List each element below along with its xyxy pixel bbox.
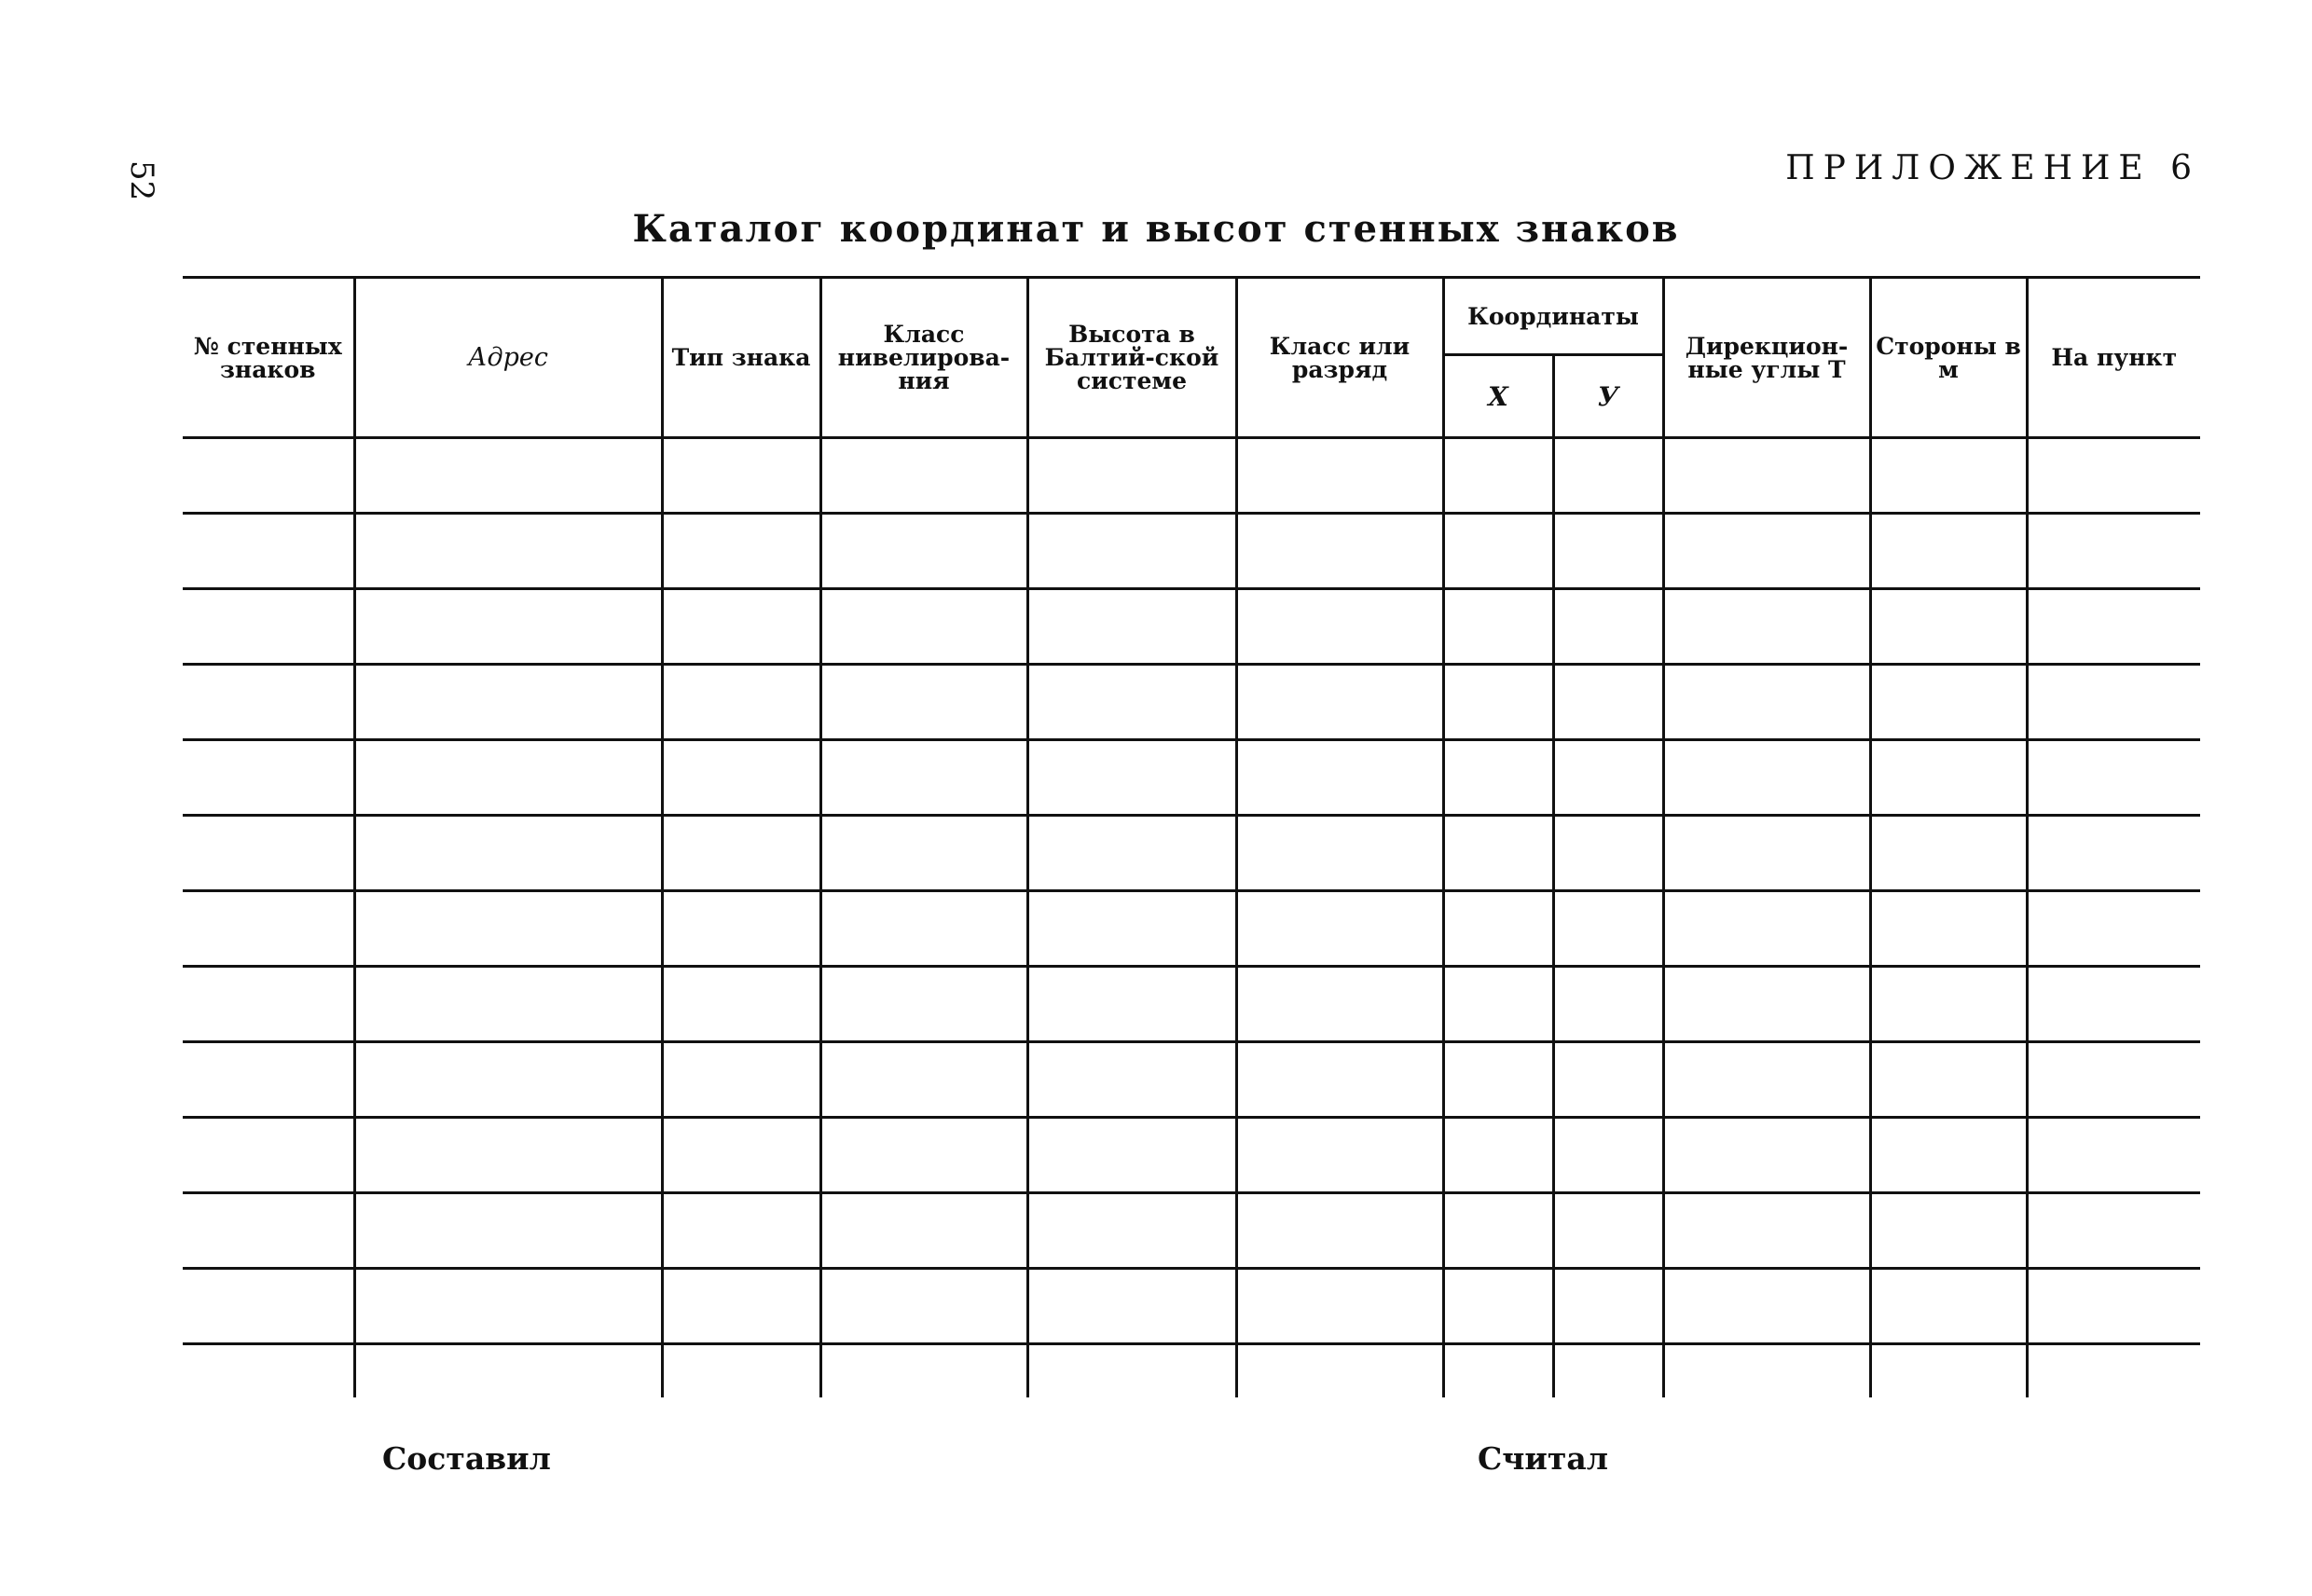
table-cell — [183, 589, 354, 665]
table-cell — [354, 514, 662, 589]
table-cell — [820, 740, 1027, 816]
table-cell — [1553, 816, 1663, 891]
table-cell — [354, 1118, 662, 1193]
header-y: У — [1553, 355, 1663, 438]
table-cell — [354, 1193, 662, 1269]
table-cell — [820, 891, 1027, 967]
table-cell — [1553, 589, 1663, 665]
catalog-table — [183, 276, 2200, 1397]
table-cell — [2027, 740, 2200, 816]
table-cell — [1663, 665, 1870, 740]
table-cell — [354, 816, 662, 891]
table-cell — [2027, 891, 2200, 967]
table-cell — [2027, 1344, 2200, 1398]
table-cell — [2027, 1042, 2200, 1118]
table-cell — [183, 1193, 354, 1269]
table-cell — [1663, 1118, 1870, 1193]
table-cell — [1663, 1344, 1870, 1398]
table-cell — [1027, 1269, 1236, 1344]
table-cell — [662, 514, 820, 589]
table-cell — [1027, 1042, 1236, 1118]
table-cell — [354, 438, 662, 514]
table-cell — [1027, 438, 1236, 514]
header-leveling-class: Класс нивелирова-ния — [820, 278, 1027, 438]
table-cell — [820, 1344, 1027, 1398]
table-cell — [1027, 1118, 1236, 1193]
table-cell — [1236, 816, 1443, 891]
table-cell — [2027, 1118, 2200, 1193]
table-cell — [1870, 1042, 2027, 1118]
table-cell — [2027, 967, 2200, 1042]
table-cell — [1443, 1193, 1553, 1269]
table-cell — [1553, 438, 1663, 514]
table-cell — [1870, 1344, 2027, 1398]
header-sign-number: № стенных знаков — [183, 278, 354, 438]
table-cell — [354, 589, 662, 665]
table-cell — [354, 665, 662, 740]
table-cell — [1236, 1118, 1443, 1193]
table-cell — [183, 665, 354, 740]
table-cell — [820, 438, 1027, 514]
table-cell — [662, 816, 820, 891]
compiled-by-label: Составил — [382, 1440, 551, 1477]
table-cell — [1027, 967, 1236, 1042]
table-cell — [662, 1042, 820, 1118]
table-cell — [1663, 438, 1870, 514]
table-cell — [354, 967, 662, 1042]
table-row — [183, 589, 2200, 665]
table-cell — [662, 438, 820, 514]
header-coordinates: Координаты — [1443, 278, 1663, 355]
table-cell — [1553, 1269, 1663, 1344]
table-cell — [1443, 740, 1553, 816]
table-cell — [1027, 891, 1236, 967]
header-sides: Стороны в м — [1870, 278, 2027, 438]
table-row — [183, 438, 2200, 514]
table-cell — [1443, 514, 1553, 589]
table-cell — [1553, 1344, 1663, 1398]
table-cell — [662, 1193, 820, 1269]
table-row — [183, 816, 2200, 891]
table-cell — [1553, 1042, 1663, 1118]
table-cell — [662, 967, 820, 1042]
table-cell — [183, 967, 354, 1042]
table-cell — [1236, 1269, 1443, 1344]
table-cell — [820, 589, 1027, 665]
header-directional-angles: Дирекцион-ные углы T — [1663, 278, 1870, 438]
table-cell — [1553, 665, 1663, 740]
table-row — [183, 1042, 2200, 1118]
table-cell — [1870, 1269, 2027, 1344]
header-class-rank: Класс или разряд — [1236, 278, 1443, 438]
table-cell — [1553, 1193, 1663, 1269]
table-cell — [1663, 589, 1870, 665]
table-cell — [1870, 514, 2027, 589]
table-cell — [2027, 816, 2200, 891]
table-cell — [820, 665, 1027, 740]
table-cell — [1663, 1193, 1870, 1269]
table-cell — [1553, 891, 1663, 967]
table-cell — [1236, 1042, 1443, 1118]
table-cell — [1443, 816, 1553, 891]
table-row — [183, 514, 2200, 589]
table-cell — [1870, 1118, 2027, 1193]
table-cell — [1870, 967, 2027, 1042]
table-cell — [1443, 891, 1553, 967]
table-row — [183, 1269, 2200, 1344]
table-cell — [354, 1042, 662, 1118]
table-row — [183, 1118, 2200, 1193]
table-cell — [820, 816, 1027, 891]
table-cell — [820, 967, 1027, 1042]
table-cell — [820, 1193, 1027, 1269]
table-cell — [1443, 967, 1553, 1042]
table-cell — [1236, 891, 1443, 967]
table-cell — [354, 891, 662, 967]
table-cell — [1027, 589, 1236, 665]
table-cell — [1663, 514, 1870, 589]
table-cell — [183, 891, 354, 967]
table-cell — [1236, 589, 1443, 665]
table-cell — [662, 740, 820, 816]
table-cell — [1236, 1193, 1443, 1269]
table-row — [183, 665, 2200, 740]
table-cell — [1870, 1193, 2027, 1269]
table-cell — [1870, 438, 2027, 514]
page-title: Каталог координат и высот стенных знаков — [632, 207, 1680, 251]
table-cell — [1553, 514, 1663, 589]
page-number: 52 — [123, 160, 160, 201]
table-cell — [1663, 740, 1870, 816]
table-cell — [1236, 665, 1443, 740]
table-cell — [2027, 514, 2200, 589]
table-cell — [1443, 438, 1553, 514]
table-cell — [183, 1269, 354, 1344]
table-cell — [354, 1269, 662, 1344]
table-cell — [1553, 740, 1663, 816]
checked-by-label: Считал — [1478, 1440, 1608, 1477]
table-cell — [183, 1042, 354, 1118]
table-cell — [354, 740, 662, 816]
table-cell — [183, 514, 354, 589]
catalog-body — [183, 438, 2200, 1398]
table-cell — [1236, 514, 1443, 589]
table-cell — [1236, 1344, 1443, 1398]
table-cell — [1553, 967, 1663, 1042]
table-row — [183, 740, 2200, 816]
table-cell — [820, 1269, 1027, 1344]
header-baltic-height: Высота в Балтий-ской системе — [1027, 278, 1236, 438]
table-cell — [183, 438, 354, 514]
header-address: Адрес — [354, 278, 662, 438]
table-cell — [820, 1118, 1027, 1193]
table-cell — [1663, 891, 1870, 967]
table-cell — [662, 1344, 820, 1398]
table-cell — [662, 665, 820, 740]
table-cell — [1443, 1118, 1553, 1193]
header-x: X — [1443, 355, 1553, 438]
table-cell — [662, 891, 820, 967]
table-cell — [2027, 1193, 2200, 1269]
table-cell — [1443, 1344, 1553, 1398]
table-row — [183, 967, 2200, 1042]
table-cell — [1870, 589, 2027, 665]
table-cell — [1870, 665, 2027, 740]
table-cell — [1870, 816, 2027, 891]
table-cell — [1236, 967, 1443, 1042]
header-to-point: На пункт — [2027, 278, 2200, 438]
table-cell — [2027, 438, 2200, 514]
table-cell — [1443, 665, 1553, 740]
table-row — [183, 1193, 2200, 1269]
table-cell — [1027, 514, 1236, 589]
table-cell — [1553, 1118, 1663, 1193]
table-cell — [1236, 740, 1443, 816]
table-row — [183, 891, 2200, 967]
appendix-label: ПРИЛОЖЕНИЕ 6 — [1785, 149, 2200, 187]
table-cell — [662, 1118, 820, 1193]
table-cell — [1236, 438, 1443, 514]
table-cell — [183, 740, 354, 816]
table-cell — [2027, 665, 2200, 740]
table-cell — [1663, 1269, 1870, 1344]
table-cell — [1027, 740, 1236, 816]
table-cell — [820, 514, 1027, 589]
table-cell — [1027, 1344, 1236, 1398]
table-cell — [1443, 1042, 1553, 1118]
table-cell — [1663, 1042, 1870, 1118]
table-cell — [183, 816, 354, 891]
table-cell — [1870, 891, 2027, 967]
header-sign-type: Тип знака — [662, 278, 820, 438]
table-row — [183, 1344, 2200, 1398]
table-cell — [1663, 816, 1870, 891]
table-cell — [1443, 1269, 1553, 1344]
table-cell — [2027, 589, 2200, 665]
table-cell — [662, 589, 820, 665]
table-cell — [2027, 1269, 2200, 1344]
table-cell — [1027, 665, 1236, 740]
table-cell — [354, 1344, 662, 1398]
table-cell — [1870, 740, 2027, 816]
table-cell — [1027, 816, 1236, 891]
table-cell — [1663, 967, 1870, 1042]
table-cell — [820, 1042, 1027, 1118]
table-cell — [1027, 1193, 1236, 1269]
table-cell — [1443, 589, 1553, 665]
table-cell — [183, 1344, 354, 1398]
table-cell — [662, 1269, 820, 1344]
table-cell — [183, 1118, 354, 1193]
